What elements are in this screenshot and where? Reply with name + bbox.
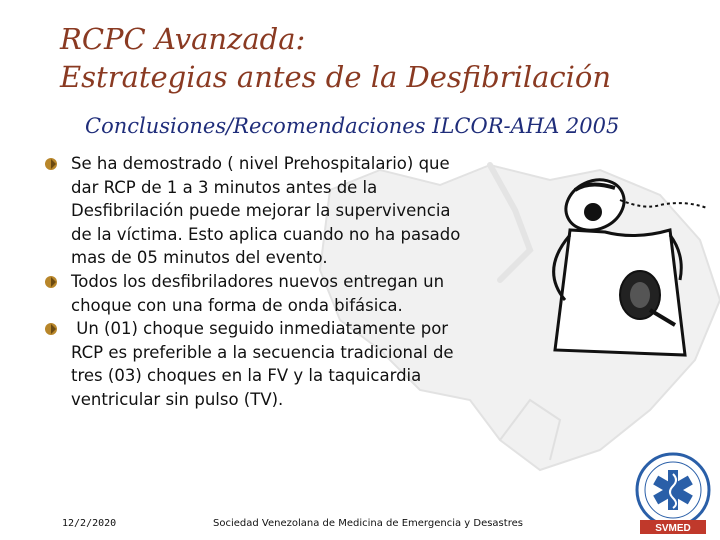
bullet-3-line-1: Un (01) choque seguido inmediatamente por bbox=[71, 319, 449, 339]
bullet-item-3 bbox=[44, 317, 514, 411]
star-of-life-logo bbox=[630, 450, 716, 536]
diamond-bullet-icon bbox=[44, 157, 58, 171]
bullet-item-1 bbox=[44, 152, 514, 270]
bullet-item-2 bbox=[44, 270, 514, 317]
bullet-list bbox=[44, 152, 514, 412]
bullet-2-line-2: choque con una forma de onda bifásica. bbox=[71, 295, 403, 315]
bullet-1-line-2: dar RCP de 1 a 3 minutos antes de la bbox=[71, 177, 378, 197]
title-line-2: Estrategias antes de la Desfibrilación bbox=[60, 60, 612, 94]
title-line-1: RCPC Avanzada: bbox=[60, 22, 306, 56]
bullet-3-line-4: ventricular sin pulso (TV). bbox=[71, 389, 284, 409]
logo-text: SVMED bbox=[655, 523, 691, 534]
bullet-3-line-2: RCP es preferible a la secuencia tradicional de bbox=[71, 342, 454, 362]
footer-organization: Sociedad Venezolana de Medicina de Emergencia y Desastres bbox=[213, 518, 523, 529]
diamond-bullet-icon bbox=[44, 275, 58, 289]
bullet-1-line-3: Desfibrilación puede mejorar la supervivencia bbox=[71, 201, 451, 221]
bullet-2-line-1: Todos los desfibriladores nuevos entregan un bbox=[71, 271, 445, 291]
bullet-1-line-4: de la víctima. Esto aplica cuando no ha pasado bbox=[71, 224, 461, 244]
bullet-3-line-3: tres (03) choques en la FV y la taquicardia bbox=[71, 366, 422, 386]
bullet-1-line-5: mas de 05 minutos del evento. bbox=[71, 248, 328, 268]
slide-title bbox=[60, 20, 611, 96]
bullet-1-line-1: Se ha demostrado ( nivel Prehospitalario) que bbox=[71, 154, 450, 173]
defibrillation-person-illustration bbox=[535, 160, 710, 370]
slide-subtitle: Conclusiones/Recomendaciones ILCOR-AHA 2005 bbox=[85, 114, 620, 138]
footer-date: 12/2/2020 bbox=[62, 518, 117, 529]
diamond-bullet-icon bbox=[44, 322, 58, 336]
